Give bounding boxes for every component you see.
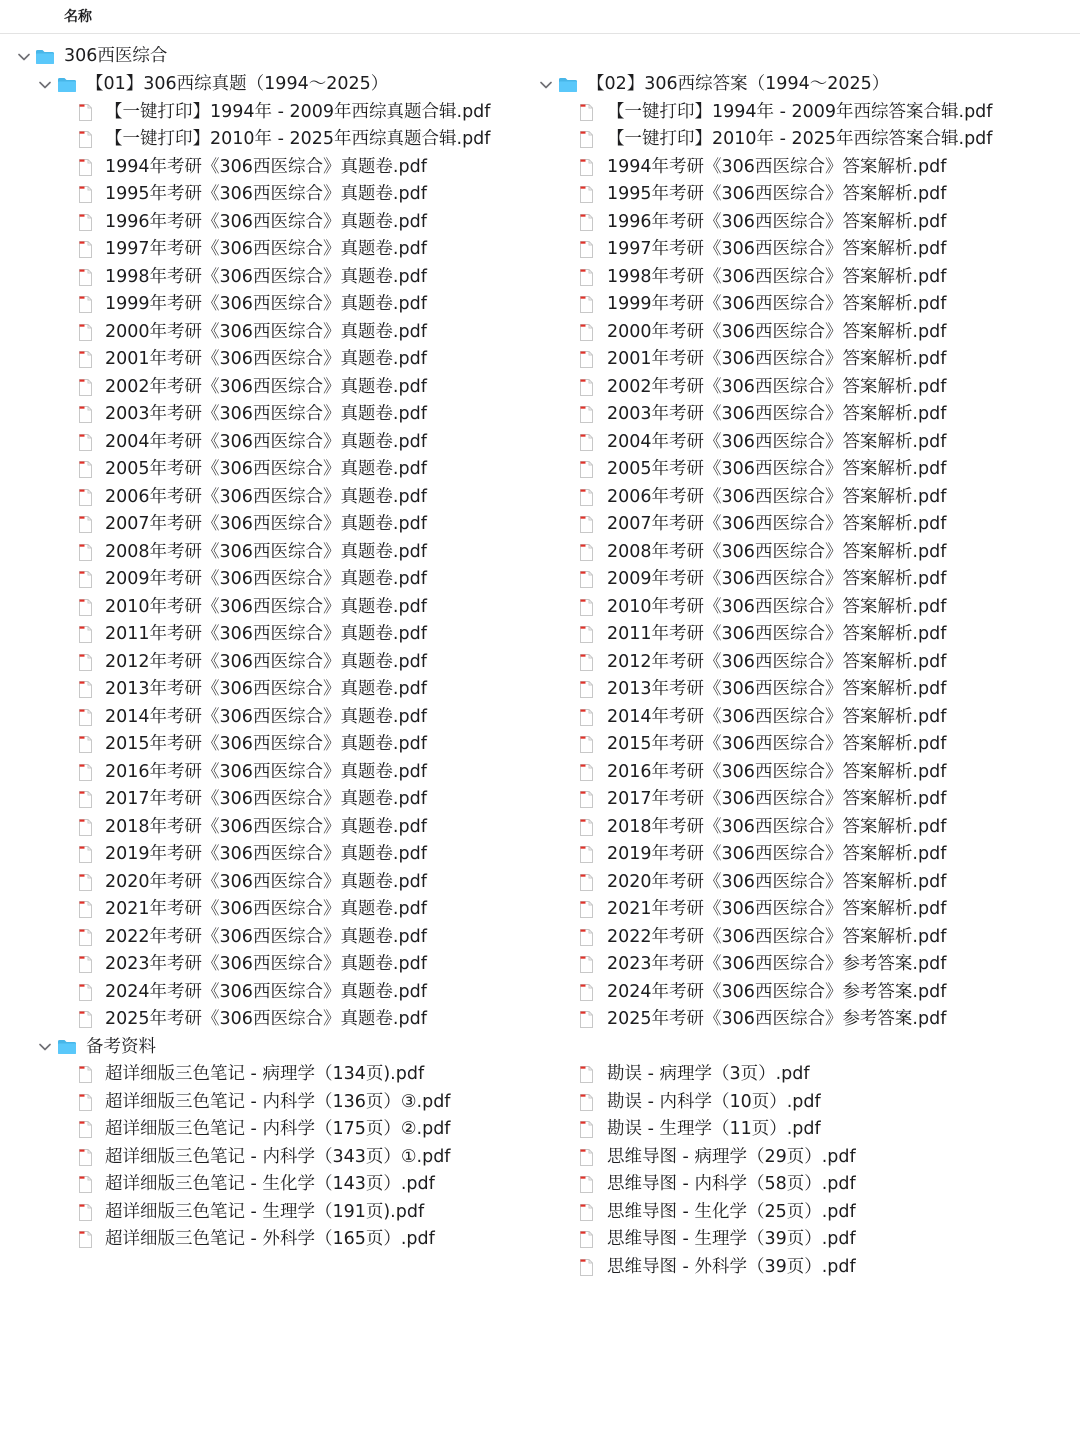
pdf-file-icon [580,896,594,923]
file-name: 1996年考研《306西医综合》真题卷.pdf [105,211,427,232]
file-name: 2008年考研《306西医综合》答案解析.pdf [607,541,947,562]
file-name: 2017年考研《306西医综合》答案解析.pdf [607,789,947,809]
file-name: 2015年考研《306西医综合》答案解析.pdf [607,734,947,754]
file-name: 2020年考研《306西医综合》答案解析.pdf [607,871,947,892]
file-name: 2011年考研《306西医综合》真题卷.pdf [105,624,427,644]
pdf-file-icon [79,1089,93,1116]
file-name: 2024年考研《306西医综合》真题卷.pdf [105,981,427,1002]
pdf-file-icon [580,374,594,401]
file-name: 2009年考研《306西医综合》答案解析.pdf [607,569,947,589]
pdf-file-icon [79,676,93,703]
file-name: 思维导图 - 生理学（39页）.pdf [607,1229,856,1249]
pdf-file-icon [580,236,594,263]
pdf-file-icon [79,401,93,428]
pdf-file-icon [79,1144,93,1171]
file-name: 2022年考研《306西医综合》答案解析.pdf [607,926,947,947]
pdf-file-icon [580,264,594,291]
pdf-file-icon [580,456,594,483]
pdf-file-icon [79,1226,93,1253]
pdf-file-icon [580,621,594,648]
file-name: 2013年考研《306西医综合》答案解析.pdf [607,679,947,699]
file-name: 2002年考研《306西医综合》答案解析.pdf [607,376,947,397]
pdf-file-icon [79,374,93,401]
pdf-file-icon [79,346,93,373]
file-name: 2020年考研《306西医综合》真题卷.pdf [105,871,427,892]
pdf-file-icon [79,1006,93,1033]
file-name: 2007年考研《306西医综合》答案解析.pdf [607,514,947,534]
file-name: 思维导图 - 内科学（58页）.pdf [607,1174,856,1194]
pdf-file-icon [580,291,594,318]
pdf-file-icon [79,979,93,1006]
file-name: 2016年考研《306西医综合》真题卷.pdf [105,761,427,782]
folder-icon [57,1034,77,1061]
pdf-file-icon [79,1061,93,1088]
pdf-file-icon [580,649,594,676]
file-name: 2011年考研《306西医综合》答案解析.pdf [607,624,947,644]
file-name: 1995年考研《306西医综合》答案解析.pdf [607,184,947,204]
pdf-file-icon [79,566,93,593]
folder-label: 306西医综合 [64,46,168,66]
file-name: 1997年考研《306西医综合》真题卷.pdf [105,239,427,259]
file-name: 勘误 - 生理学（11页）.pdf [607,1119,821,1139]
pdf-file-icon [79,209,93,236]
file-name: 【一键打印】2010年 - 2025年西综真题合辑.pdf [105,129,491,149]
pdf-file-icon [580,1254,594,1281]
file-name: 2004年考研《306西医综合》真题卷.pdf [105,431,427,452]
pdf-file-icon [580,1116,594,1143]
pdf-file-icon [580,979,594,1006]
pdf-file-icon [580,566,594,593]
pdf-file-icon [580,924,594,951]
file-name: 1995年考研《306西医综合》真题卷.pdf [105,184,427,204]
file-name: 2017年考研《306西医综合》真题卷.pdf [105,789,427,809]
pdf-file-icon [79,621,93,648]
file-name: 超详细版三色笔记 - 病理学（134页).pdf [105,1064,425,1084]
file-name: 2018年考研《306西医综合》答案解析.pdf [607,816,947,837]
pdf-file-icon [79,181,93,208]
file-name: 2010年考研《306西医综合》真题卷.pdf [105,596,427,617]
chevron-down-icon[interactable] [16,43,32,70]
pdf-file-icon [79,594,93,621]
file-name: 2009年考研《306西医综合》真题卷.pdf [105,569,427,589]
file-name: 2005年考研《306西医综合》答案解析.pdf [607,459,947,479]
file-name: 2014年考研《306西医综合》真题卷.pdf [105,706,427,727]
pdf-file-icon [580,869,594,896]
pdf-file-icon [580,401,594,428]
pdf-file-icon [79,484,93,511]
pdf-file-icon [79,291,93,318]
pdf-file-icon [79,99,93,126]
file-name: 2019年考研《306西医综合》答案解析.pdf [607,844,947,864]
pdf-file-icon [580,539,594,566]
pdf-file-icon [580,511,594,538]
folder-icon [35,43,55,70]
pdf-file-icon [580,209,594,236]
pdf-file-icon [580,704,594,731]
pdf-file-icon [79,704,93,731]
file-name: 2000年考研《306西医综合》真题卷.pdf [105,321,427,342]
file-name: 2015年考研《306西医综合》真题卷.pdf [105,734,427,754]
folder-label: 【02】306西综答案（1994～2025） [587,74,890,94]
file-name: 1998年考研《306西医综合》真题卷.pdf [105,266,427,287]
file-name: 2023年考研《306西医综合》真题卷.pdf [105,954,427,974]
pdf-file-icon [79,264,93,291]
file-name: 超详细版三色笔记 - 外科学（165页）.pdf [105,1229,435,1249]
file-name: 2021年考研《306西医综合》真题卷.pdf [105,899,427,919]
pdf-file-icon [79,759,93,786]
file-name: 超详细版三色笔记 - 内科学（136页）③.pdf [105,1091,451,1112]
pdf-file-icon [79,814,93,841]
file-name: 2018年考研《306西医综合》真题卷.pdf [105,816,427,837]
file-name: 2010年考研《306西医综合》答案解析.pdf [607,596,947,617]
chevron-down-icon[interactable] [37,1034,53,1061]
pdf-file-icon [79,649,93,676]
file-name: 超详细版三色笔记 - 内科学（343页）①.pdf [105,1146,451,1167]
pdf-file-icon [580,181,594,208]
file-name: 思维导图 - 生化学（25页）.pdf [607,1201,856,1222]
file-name: 超详细版三色笔记 - 生化学（143页）.pdf [105,1174,435,1194]
pdf-file-icon [580,594,594,621]
pdf-file-icon [79,869,93,896]
pdf-file-icon [580,1006,594,1033]
file-name: 【一键打印】1994年 - 2009年西综真题合辑.pdf [105,101,491,122]
file-name: 2002年考研《306西医综合》真题卷.pdf [105,376,427,397]
pdf-file-icon [580,346,594,373]
pdf-file-icon [79,539,93,566]
pdf-file-icon [580,429,594,456]
file-name: 2003年考研《306西医综合》真题卷.pdf [105,404,427,424]
file-name: 2025年考研《306西医综合》真题卷.pdf [105,1009,427,1029]
file-name: 2025年考研《306西医综合》参考答案.pdf [607,1009,947,1029]
pdf-file-icon [580,126,594,153]
pdf-file-icon [79,1116,93,1143]
pdf-file-icon [79,319,93,346]
file-name: 超详细版三色笔记 - 内科学（175页）②.pdf [105,1119,451,1139]
pdf-file-icon [580,99,594,126]
file-name: 2024年考研《306西医综合》参考答案.pdf [607,981,947,1002]
pdf-file-icon [580,1089,594,1116]
file-name: 2013年考研《306西医综合》真题卷.pdf [105,679,427,699]
file-name: 2016年考研《306西医综合》答案解析.pdf [607,761,947,782]
pdf-file-icon [580,319,594,346]
pdf-file-icon [580,786,594,813]
file-name: 1994年考研《306西医综合》答案解析.pdf [607,156,947,177]
file-name: 2001年考研《306西医综合》答案解析.pdf [607,349,947,369]
file-name: 2021年考研《306西医综合》答案解析.pdf [607,899,947,919]
chevron-down-icon[interactable] [37,71,53,98]
file-name: 1994年考研《306西医综合》真题卷.pdf [105,156,427,177]
file-name: 1996年考研《306西医综合》答案解析.pdf [607,211,947,232]
file-name: 1999年考研《306西医综合》答案解析.pdf [607,294,947,314]
pdf-file-icon [79,1171,93,1198]
file-name: 超详细版三色笔记 - 生理学（191页).pdf [105,1201,425,1222]
file-name: 2007年考研《306西医综合》真题卷.pdf [105,514,427,534]
file-name: 思维导图 - 病理学（29页）.pdf [607,1146,856,1167]
file-name: 1997年考研《306西医综合》答案解析.pdf [607,239,947,259]
pdf-file-icon [580,841,594,868]
folder-icon [57,71,77,98]
pdf-file-icon [79,126,93,153]
pdf-file-icon [79,154,93,181]
pdf-file-icon [580,759,594,786]
file-name: 2012年考研《306西医综合》真题卷.pdf [105,651,427,672]
file-name: 2005年考研《306西医综合》真题卷.pdf [105,459,427,479]
folder-icon [558,71,578,98]
pdf-file-icon [580,484,594,511]
file-name: 2023年考研《306西医综合》参考答案.pdf [607,954,947,974]
pdf-file-icon [580,154,594,181]
file-name: 2004年考研《306西医综合》答案解析.pdf [607,431,947,452]
file-name: 2003年考研《306西医综合》答案解析.pdf [607,404,947,424]
pdf-file-icon [580,1226,594,1253]
pdf-file-icon [79,951,93,978]
folder-label: 【01】306西综真题（1994～2025） [86,74,389,94]
pdf-file-icon [79,456,93,483]
pdf-file-icon [79,1199,93,1226]
pdf-file-icon [580,1061,594,1088]
file-name: 1998年考研《306西医综合》答案解析.pdf [607,266,947,287]
pdf-file-icon [79,236,93,263]
file-name: 2000年考研《306西医综合》答案解析.pdf [607,321,947,342]
file-name: 勘误 - 内科学（10页）.pdf [607,1091,821,1112]
chevron-down-icon[interactable] [538,71,554,98]
file-name: 2019年考研《306西医综合》真题卷.pdf [105,844,427,864]
file-name: 2008年考研《306西医综合》真题卷.pdf [105,541,427,562]
name-column-header[interactable]: 名称 [64,9,92,25]
pdf-file-icon [580,1171,594,1198]
file-name: 勘误 - 病理学（3页）.pdf [607,1064,810,1084]
pdf-file-icon [580,731,594,758]
pdf-file-icon [79,429,93,456]
pdf-file-icon [580,951,594,978]
file-name: 【一键打印】2010年 - 2025年西综答案合辑.pdf [607,129,993,149]
file-name: 2006年考研《306西医综合》真题卷.pdf [105,486,427,507]
pdf-file-icon [580,814,594,841]
pdf-file-icon [79,924,93,951]
pdf-file-icon [580,676,594,703]
pdf-file-icon [79,511,93,538]
pdf-file-icon [580,1144,594,1171]
pdf-file-icon [79,896,93,923]
file-name: 思维导图 - 外科学（39页）.pdf [607,1256,856,1277]
file-name: 2014年考研《306西医综合》答案解析.pdf [607,706,947,727]
pdf-file-icon [79,786,93,813]
column-header [0,0,1080,34]
file-name: 2022年考研《306西医综合》真题卷.pdf [105,926,427,947]
file-name: 2006年考研《306西医综合》答案解析.pdf [607,486,947,507]
pdf-file-icon [79,841,93,868]
file-name: 2001年考研《306西医综合》真题卷.pdf [105,349,427,369]
file-name: 1999年考研《306西医综合》真题卷.pdf [105,294,427,314]
file-name: 【一键打印】1994年 - 2009年西综答案合辑.pdf [607,101,993,122]
pdf-file-icon [79,731,93,758]
file-name: 2012年考研《306西医综合》答案解析.pdf [607,651,947,672]
pdf-file-icon [580,1199,594,1226]
folder-label: 备考资料 [86,1036,156,1057]
